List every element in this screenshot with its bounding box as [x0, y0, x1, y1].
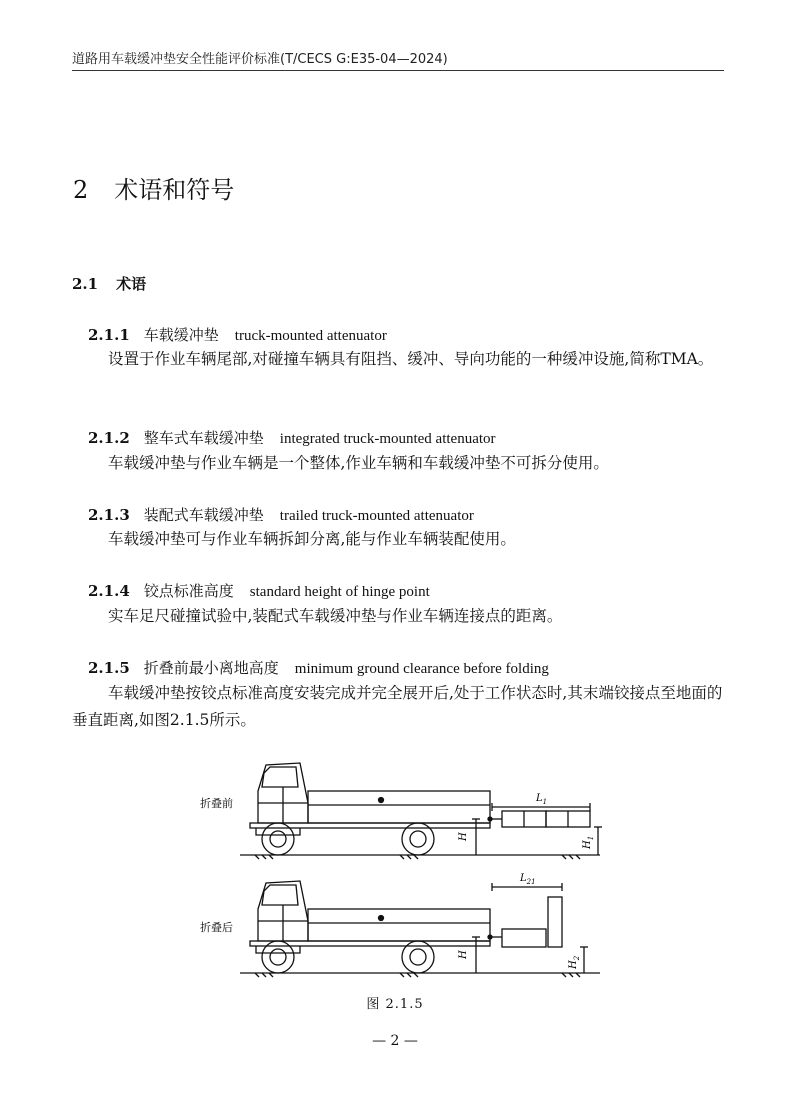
term-number: 2.1.5 [88, 659, 130, 677]
term-cn: 整车式车载缓冲垫 [143, 429, 264, 447]
label-before-folding: 折叠前 [200, 797, 233, 810]
chapter-heading [73, 170, 234, 205]
term-cn: 车载缓冲垫 [143, 326, 219, 344]
term-definition: 设置于作业车辆尾部,对碰撞车辆具有阻挡、缓冲、导向功能的一种缓冲设施,简称TMA。 [108, 350, 714, 368]
label-after-folding: 折叠后 [200, 921, 233, 934]
term-number: 2.1.1 [88, 326, 130, 344]
term-heading [88, 324, 387, 345]
term-cn: 折叠前最小离地高度 [143, 659, 279, 677]
term-definition: 车载缓冲垫可与作业车辆拆卸分离,能与作业车辆装配使用。 [108, 530, 516, 548]
truck-after-folding [200, 873, 600, 977]
term-definition: 车载缓冲垫与作业车辆是一个整体,作业车辆和车载缓冲垫不可拆分使用。 [108, 454, 609, 472]
term-definition: 实车足尺碰撞试验中,装配式车载缓冲垫与作业车辆连接点的距离。 [108, 607, 563, 625]
dim-H1: $H_1$ [582, 835, 595, 849]
truck-before-folding [200, 763, 602, 859]
term-number: 2.1.3 [88, 506, 130, 524]
chapter-number: 2 [73, 176, 89, 204]
term-en: truck-mounted attenuator [234, 328, 387, 344]
term-heading [88, 427, 496, 448]
figure-2-1-5 [0, 745, 790, 980]
section-heading [72, 273, 146, 294]
dim-H-before: H [458, 832, 469, 841]
term-en: trailed truck-mounted attenuator [279, 508, 474, 524]
term-definition: 车载缓冲垫按铰点标准高度安装完成并完全展开后,处于工作状态时,其末端铰接点至地面的垂直距离,如图2.1.5所示。 [72, 684, 723, 729]
term-number: 2.1.2 [88, 429, 130, 447]
term-number: 2.1.4 [88, 582, 130, 600]
running-header: 道路用车载缓冲垫安全性能评价标准(T/CECS G:E35-04—2024) [72, 52, 448, 67]
section-title: 术语 [116, 275, 147, 293]
dim-L21: $L_{21}$ [520, 873, 536, 886]
term-cn: 铰点标准高度 [143, 582, 234, 600]
term-en: standard height of hinge point [249, 584, 430, 600]
page-number: — 2 — [372, 1033, 418, 1049]
chapter-title: 术语和符号 [114, 176, 235, 204]
dim-L1: $L_1$ [536, 793, 548, 806]
term-heading [88, 504, 474, 525]
term-en: minimum ground clearance before folding [294, 661, 549, 677]
dim-H2: $H_2$ [568, 955, 581, 969]
dim-H-after: H [458, 950, 469, 959]
header-rule [72, 70, 724, 71]
term-en: integrated truck-mounted attenuator [279, 431, 496, 447]
section-number: 2.1 [72, 275, 99, 293]
term-heading [88, 580, 430, 601]
figure-caption: 图 2.1.5 [366, 997, 424, 1012]
term-cn: 装配式车载缓冲垫 [143, 506, 264, 524]
term-heading [88, 657, 549, 678]
